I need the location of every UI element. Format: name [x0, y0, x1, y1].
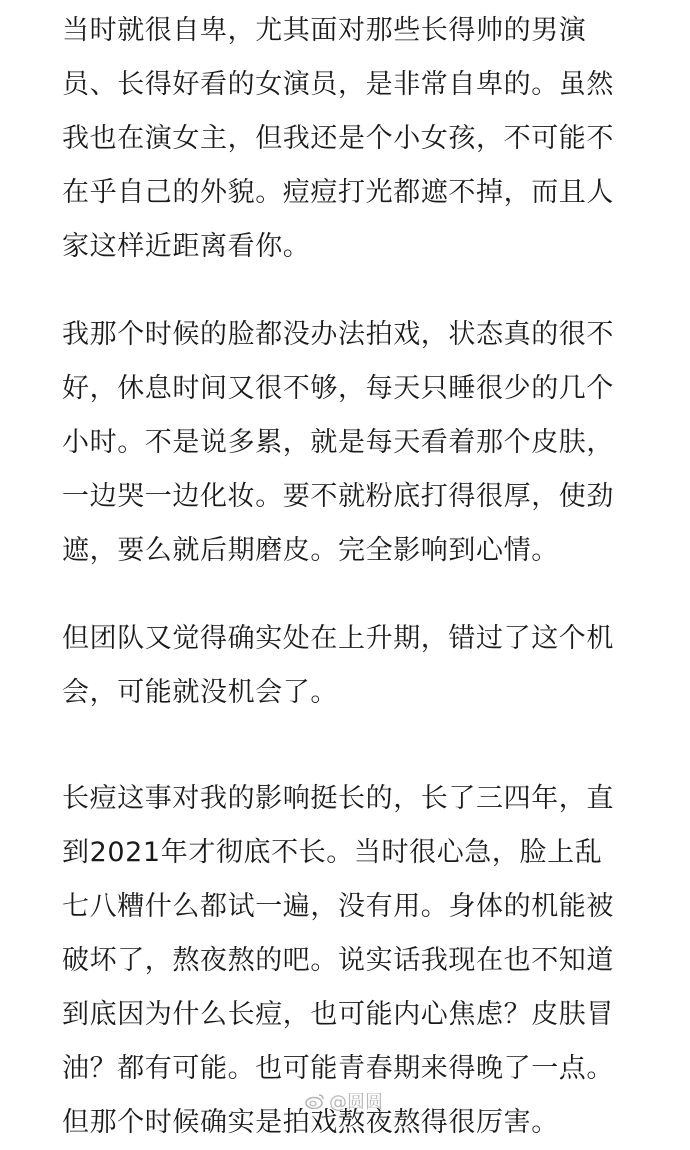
text-line: 油？都有可能。也可能青春期来得晚了一点。	[62, 1053, 614, 1084]
text-line: 员、长得好看的女演员，是非常自卑的。虽然	[62, 69, 614, 100]
text-line: 长痘这事对我的影响挺长的，长了三四年，直	[62, 783, 614, 814]
text-line: 一边哭一边化妆。要不就粉底打得很厚，使劲	[62, 481, 614, 512]
text-line: 在乎自己的外貌。痘痘打光都遮不掉，而且人	[62, 177, 614, 208]
text-line: 我也在演女主，但我还是个小女孩，不可能不	[62, 123, 614, 154]
paragraph-1	[62, 4, 614, 274]
watermark-text: @圆圆	[329, 1092, 383, 1113]
paragraph-2	[62, 308, 614, 578]
text-line: 但那个时候确实是拍戏熬夜熬得很厉害。	[62, 1107, 559, 1138]
text-line: 但团队又觉得确实处在上升期，错过了这个机	[62, 623, 614, 654]
text-line: 到2021年才彻底不长。当时很心急，脸上乱	[62, 837, 603, 868]
watermark	[305, 1088, 383, 1114]
text-line: 遮，要么就后期磨皮。完全影响到心情。	[62, 535, 559, 566]
text-line: 当时就很自卑，尤其面对那些长得帅的男演	[62, 15, 587, 46]
text-line: 小时。不是说多累，就是每天看着那个皮肤，	[62, 427, 614, 458]
paragraph-3	[62, 612, 614, 720]
weibo-icon	[305, 1093, 325, 1109]
text-line: 破坏了，熬夜熬的吧。说实话我现在也不知道	[62, 945, 614, 976]
text-line: 会，可能就没机会了。	[62, 677, 338, 708]
text-line: 七八糟什么都试一遍，没有用。身体的机能被	[62, 891, 614, 922]
text-line: 我那个时候的脸都没办法拍戏，状态真的很不	[62, 319, 614, 350]
text-line: 家这样近距离看你。	[62, 231, 311, 262]
text-line: 好，休息时间又很不够，每天只睡很少的几个	[62, 373, 614, 404]
text-line: 到底因为什么长痘，也可能内心焦虑？皮肤冒	[62, 999, 614, 1030]
